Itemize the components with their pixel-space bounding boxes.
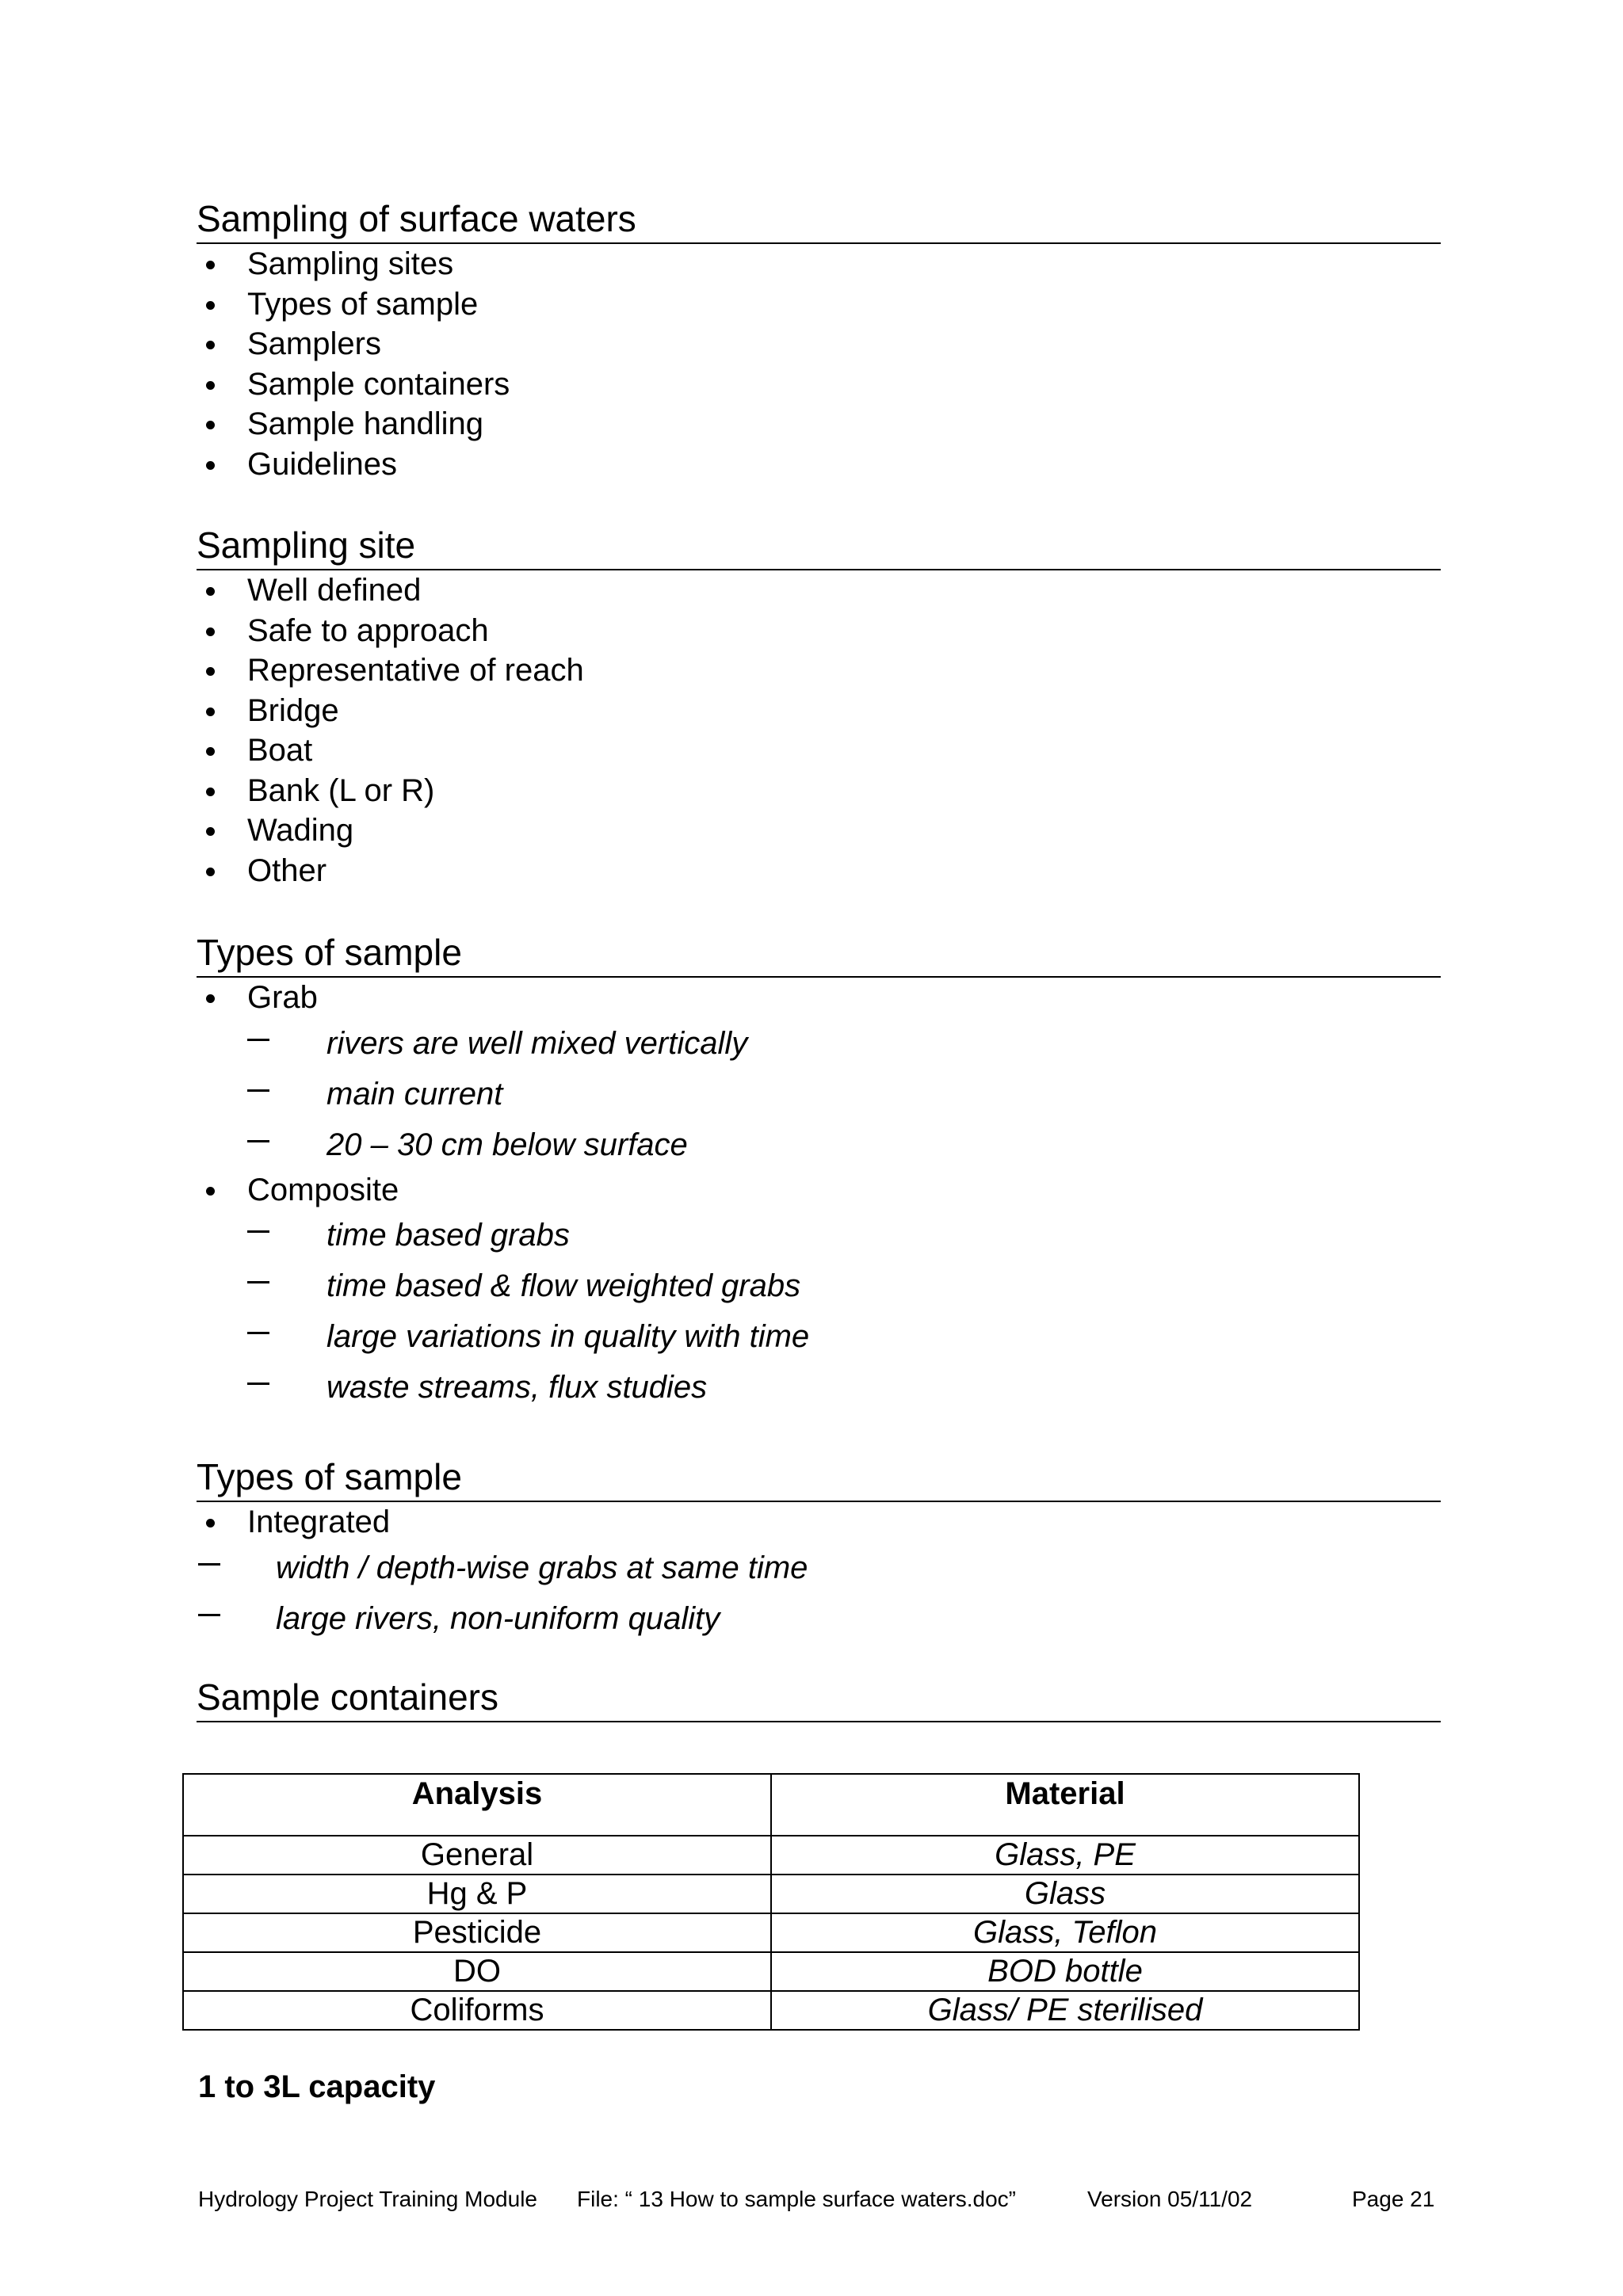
table-cell: Pesticide <box>183 1913 771 1952</box>
list-item: Sample handling <box>197 404 1441 444</box>
list-item: Bridge <box>197 691 1441 731</box>
footer-page-number: Page 21 <box>1352 2187 1435 2211</box>
table-cell: BOD bottle <box>771 1952 1359 1991</box>
list-item: Safe to approach <box>197 611 1441 651</box>
bullet-icon <box>206 827 215 836</box>
dash-icon <box>247 1332 269 1334</box>
bullet-list <box>197 1170 1441 1211</box>
dash-icon <box>247 1230 269 1233</box>
dash-icon <box>198 1563 220 1566</box>
footer-version: Version 05/11/02 <box>1087 2187 1253 2211</box>
section-heading: Types of sample <box>197 1455 1441 1502</box>
table-cell: Coliforms <box>183 1991 771 2030</box>
bullet-icon <box>206 461 215 470</box>
section-heading: Types of sample <box>197 930 1441 978</box>
section-sampling-site <box>197 523 1441 891</box>
dash-icon <box>247 1383 269 1385</box>
bullet-icon <box>206 747 215 756</box>
list-item: Types of sample <box>197 284 1441 325</box>
list-item: Integrated <box>197 1502 1441 1543</box>
bullet-icon <box>206 421 215 429</box>
list-item: time based & flow weighted grabs <box>197 1261 1441 1311</box>
dash-icon <box>247 1140 269 1142</box>
list-item: large rivers, non-uniform quality <box>197 1593 1441 1644</box>
list-item: Sampling sites <box>197 244 1441 284</box>
bullet-icon <box>206 587 215 596</box>
sub-list <box>197 1543 1441 1644</box>
footer-file: File: “ 13 How to sample surface waters.doc” <box>577 2187 1016 2211</box>
bullet-list <box>197 244 1441 484</box>
list-item: main current <box>197 1069 1441 1119</box>
table-row <box>183 1875 1359 1913</box>
dash-icon <box>247 1281 269 1283</box>
section-types-of-sample-1 <box>197 930 1441 1413</box>
section-heading: Sample containers <box>197 1675 1441 1722</box>
table-cell: Glass <box>771 1875 1359 1913</box>
list-item: rivers are well mixed vertically <box>197 1018 1441 1069</box>
bullet-icon <box>206 381 215 390</box>
bullet-icon <box>206 788 215 796</box>
list-item: Representative of reach <box>197 650 1441 691</box>
table-header-row <box>183 1774 1359 1836</box>
bullet-list <box>197 978 1441 1018</box>
list-item: Wading <box>197 810 1441 851</box>
list-item: Bank (L or R) <box>197 771 1441 811</box>
list-item: Guidelines <box>197 444 1441 485</box>
table-cell: General <box>183 1836 771 1875</box>
column-header-material: Material <box>771 1774 1359 1836</box>
capacity-note: 1 to 3L capacity <box>198 2069 436 2104</box>
table-row <box>183 1952 1359 1991</box>
list-item: Boat <box>197 730 1441 771</box>
list-item: large variations in quality with time <box>197 1311 1441 1362</box>
table-cell: Glass/ PE sterilised <box>771 1991 1359 2030</box>
bullet-icon <box>206 707 215 716</box>
bullet-icon <box>206 1519 215 1527</box>
bullet-icon <box>206 627 215 636</box>
list-item: time based grabs <box>197 1210 1441 1261</box>
bullet-list <box>197 570 1441 891</box>
bullet-icon <box>206 667 215 676</box>
bullet-list <box>197 1502 1441 1543</box>
list-item: width / depth-wise grabs at same time <box>197 1543 1441 1593</box>
dash-icon <box>198 1614 220 1616</box>
list-item: 20 – 30 cm below surface <box>197 1119 1441 1170</box>
bullet-icon <box>206 261 215 269</box>
section-sampling-surface-waters <box>197 196 1441 484</box>
list-item: Other <box>197 851 1441 891</box>
bullet-icon <box>206 868 215 876</box>
column-header-analysis: Analysis <box>183 1774 771 1836</box>
list-item: waste streams, flux studies <box>197 1362 1441 1413</box>
bullet-icon <box>206 1187 215 1196</box>
list-item: Grab <box>197 978 1441 1018</box>
table-row <box>183 1991 1359 2030</box>
bullet-icon <box>206 994 215 1003</box>
bullet-icon <box>206 341 215 349</box>
table-cell: DO <box>183 1952 771 1991</box>
section-heading: Sampling site <box>197 523 1441 570</box>
footer-module: Hydrology Project Training Module <box>198 2187 537 2211</box>
dash-icon <box>247 1039 269 1041</box>
list-item: Composite <box>197 1170 1441 1211</box>
bullet-icon <box>206 301 215 310</box>
list-item: Sample containers <box>197 364 1441 405</box>
sub-list <box>197 1018 1441 1170</box>
table-cell: Hg & P <box>183 1875 771 1913</box>
list-item: Well defined <box>197 570 1441 611</box>
containers-table <box>182 1773 1360 2031</box>
table-row <box>183 1836 1359 1875</box>
table-cell: Glass, Teflon <box>771 1913 1359 1952</box>
dash-icon <box>247 1089 269 1092</box>
sub-list <box>197 1210 1441 1413</box>
section-types-of-sample-2 <box>197 1455 1441 1644</box>
list-item: Samplers <box>197 324 1441 364</box>
table-row <box>183 1913 1359 1952</box>
section-sample-containers <box>197 1675 1441 1722</box>
table-cell: Glass, PE <box>771 1836 1359 1875</box>
section-heading: Sampling of surface waters <box>197 196 1441 244</box>
